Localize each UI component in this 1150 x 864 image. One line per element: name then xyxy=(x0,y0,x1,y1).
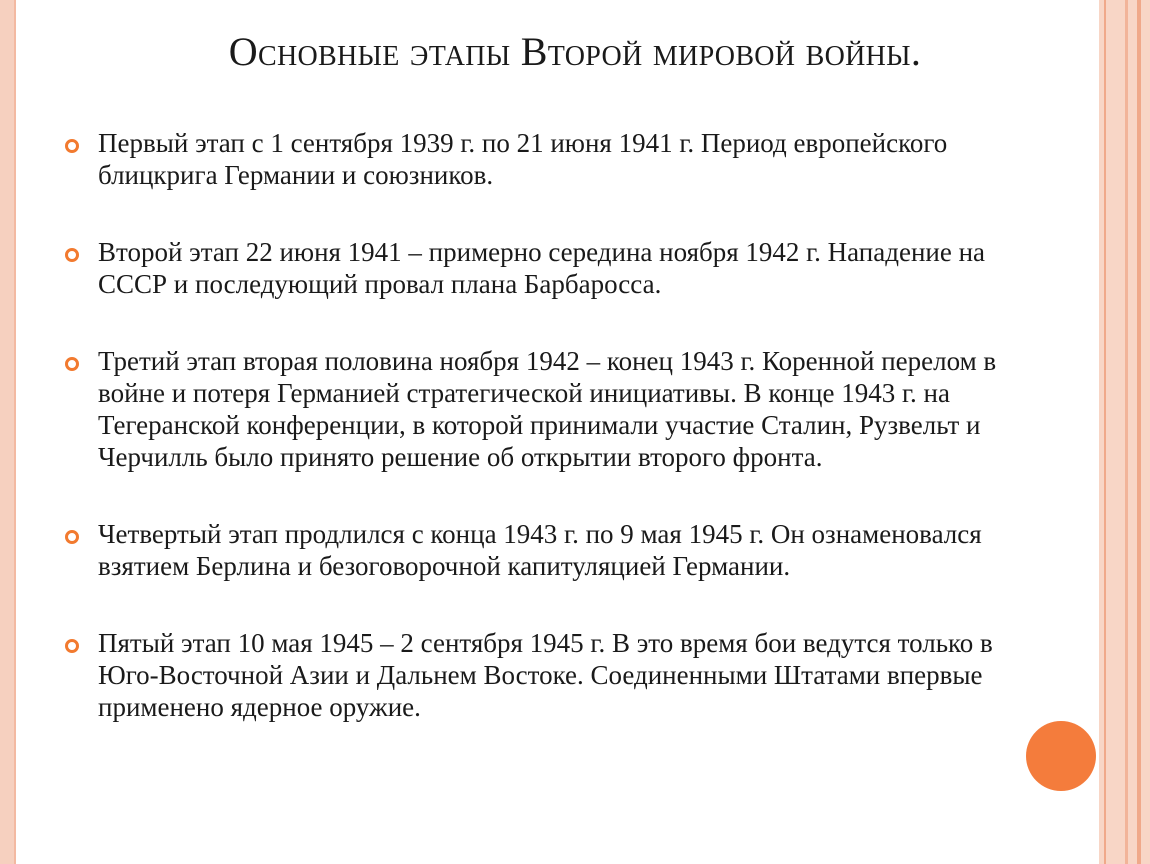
bullet-text: Четвертый этап продлился с конца 1943 г. по 9 мая 1945 г. Он ознаменовался взятием Берлина и безоговорочной капитуляцией Германии. xyxy=(98,519,982,581)
ring-bullet-icon xyxy=(65,139,79,153)
bullet-item xyxy=(62,127,1042,191)
left-decorative-stripe xyxy=(0,0,14,864)
bullet-text: Первый этап с 1 сентября 1939 г. по 21 июня 1941 г. Период европейского блицкрига Германии и союзников. xyxy=(98,128,948,190)
left-decorative-line xyxy=(14,0,16,864)
ring-bullet-icon xyxy=(65,357,79,371)
right-decorative-line xyxy=(1125,0,1128,864)
bullet-item xyxy=(62,345,1042,473)
bullet-item xyxy=(62,518,1042,582)
bullet-text: Пятый этап 10 мая 1945 – 2 сентября 1945 г. В это время бои ведутся только в Юго-Восточной Азии и Дальнем Востоке. Соединенными Штатами впервые применено ядерное оружие. xyxy=(98,628,993,722)
ring-bullet-icon xyxy=(65,639,79,653)
bullet-item xyxy=(62,627,1042,723)
ring-bullet-icon xyxy=(65,530,79,544)
bullet-text: Третий этап вторая половина ноября 1942 – конец 1943 г. Коренной перелом в войне и потеря Германией стратегической инициативы. В конце 1943 г. на Тегеранской конференции, в которой принимали участие Сталин, Рузвельт и Черчилль было принято решение об открытии второго фронта. xyxy=(98,346,997,472)
right-decorative-line xyxy=(1104,0,1106,864)
orange-circle-icon xyxy=(1026,721,1096,791)
ring-bullet-icon xyxy=(65,248,79,262)
right-decorative-line xyxy=(1137,0,1141,864)
bullet-list xyxy=(62,127,1042,723)
bullet-text: Второй этап 22 июня 1941 – примерно середина ноября 1942 г. Нападение на СССР и последующий провал плана Барбаросса. xyxy=(98,237,986,299)
bullet-item xyxy=(62,236,1042,300)
slide-title: Основные этапы Второй мировой войны. xyxy=(228,29,922,74)
